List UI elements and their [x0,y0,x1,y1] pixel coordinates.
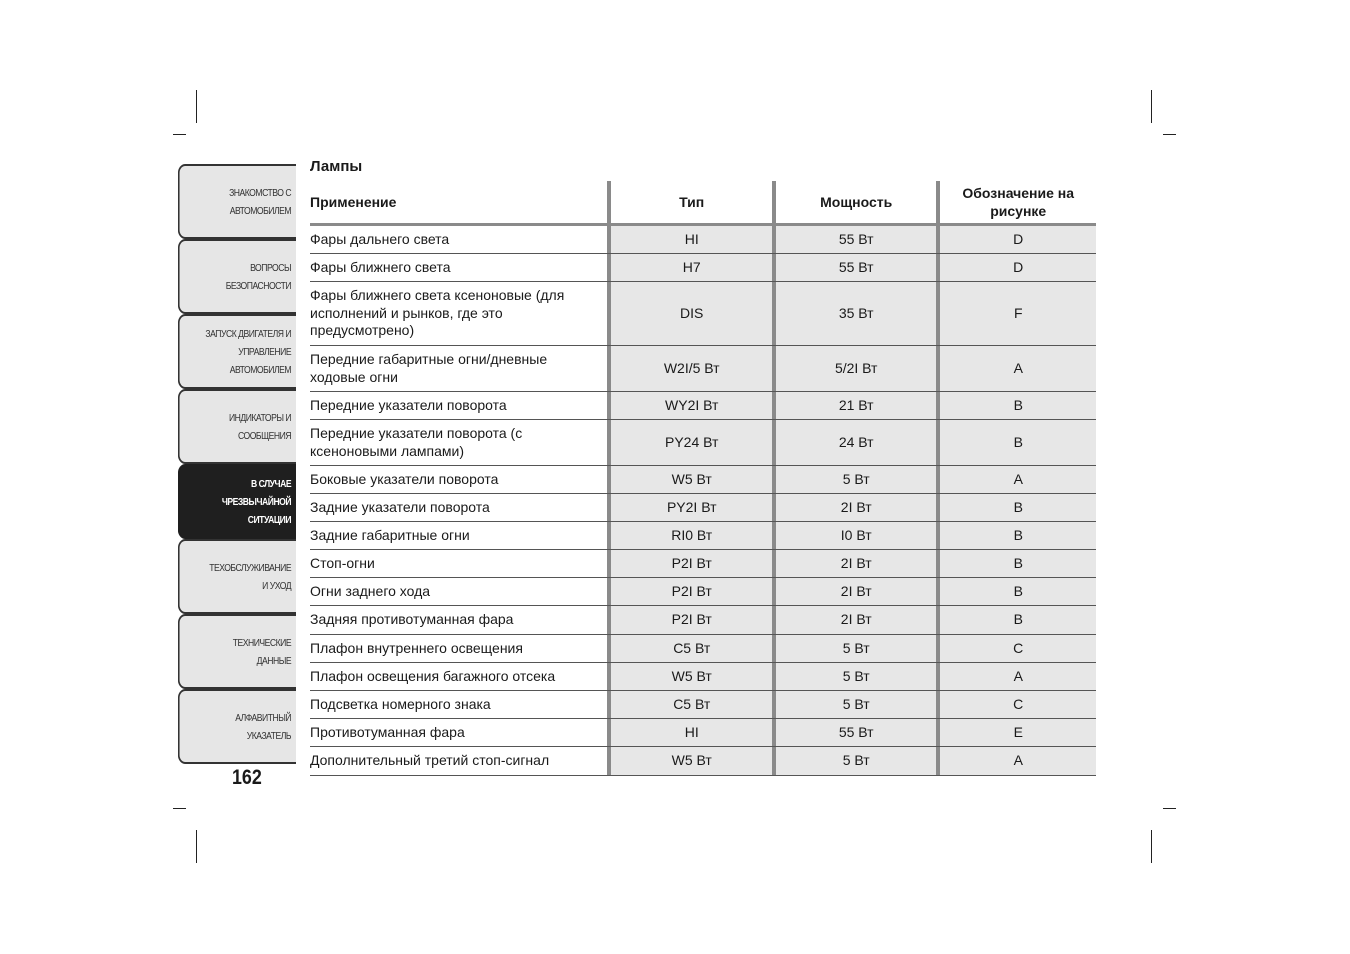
crop-mark [1151,90,1152,123]
cell-type: W5 Вт [611,747,771,775]
cell-application: Стоп-огни [310,554,375,571]
cell-type: HI [611,719,771,746]
cell-application: Задние указатели поворота [310,498,490,515]
chapter-tab-label: АЛФАВИТНЫЙ УКАЗАТЕЛЬ [235,711,292,742]
table-row [310,606,1096,635]
cell-designation: A [940,346,1096,391]
chapter-tab-label: ТЕХОБСЛУЖИВАНИЕ И УХОД [209,561,292,592]
chapter-tab[interactable] [178,389,296,464]
header-type: Тип [611,181,772,223]
cell-power: 2I Вт [776,550,936,577]
chapter-tab-label: ЗАПУСК ДВИГАТЕЛЯ И УПРАВЛЕНИЕ АВТОМОБИЛЕМ [205,327,292,376]
chapter-tab-label: В СЛУЧАЕ ЧРЕЗВЫЧАЙНОЙ СИТУАЦИИ [221,477,292,526]
chapter-tab[interactable] [178,314,296,389]
cell-application: Плафон внутреннего освещения [310,639,523,656]
cell-designation: B [940,494,1096,521]
chapter-tabs [178,164,296,764]
cell-power: 24 Вт [776,420,936,465]
table-row [310,346,1096,392]
chapter-tab[interactable] [178,614,296,689]
header-designation: Обозначение на рисунке [940,181,1096,223]
cell-designation: B [940,392,1096,419]
cell-type: P2I Вт [611,550,771,577]
crop-mark [1163,808,1176,809]
cell-power: 55 Вт [776,719,936,746]
cell-application: Огни заднего хода [310,582,431,599]
table-row [310,747,1096,776]
crop-mark [1151,830,1152,863]
table-row [310,226,1096,254]
cell-power: 5 Вт [776,635,936,662]
table-row [310,282,1096,346]
crop-mark [173,134,186,135]
cell-type: C5 Вт [611,635,771,662]
table-row [310,522,1096,550]
cell-application: Передние габаритные огни/дневные ходовые огни [310,351,548,385]
cell-type: H7 [611,254,771,281]
chapter-tab[interactable] [178,464,296,539]
cell-application: Дополнительный третий стоп-сигнал [310,752,550,769]
cell-designation: B [940,606,1096,634]
crop-mark [196,830,197,863]
cell-power: 5 Вт [776,691,936,718]
cell-designation: D [940,226,1096,253]
table-row [310,691,1096,719]
cell-type: WY2I Вт [611,392,771,419]
cell-designation: E [940,719,1096,746]
table-header [310,181,1096,226]
chapter-tab[interactable] [178,539,296,614]
table-row [310,392,1096,420]
page-number: 162 [232,766,262,789]
cell-designation: A [940,747,1096,775]
cell-application: Передние указатели поворота [310,396,507,413]
cell-application: Фары дальнего света [310,230,450,247]
cell-designation: C [940,635,1096,662]
cell-designation: B [940,550,1096,577]
cell-power: 2I Вт [776,494,936,521]
chapter-tab-label: ВОПРОСЫ БЕЗОПАСНОСТИ [225,261,292,292]
cell-application: Задние габаритные огни [310,526,470,543]
cell-designation: B [940,522,1096,549]
chapter-tab[interactable] [178,239,296,314]
cell-application: Передние указатели поворота (с ксеноновыми лампами) [310,425,523,459]
header-application: Применение [310,194,397,210]
table-row [310,494,1096,522]
table-row [310,663,1096,691]
table-row [310,719,1096,747]
chapter-tab-label: ТЕХНИЧЕСКИЕ ДАННЫЕ [232,636,292,667]
cell-power: 55 Вт [776,254,936,281]
cell-type: PY24 Вт [611,420,771,465]
cell-power: 55 Вт [776,226,936,253]
cell-power: 35 Вт [776,282,936,345]
crop-mark [196,90,197,123]
cell-application: Противотуманная фара [310,723,465,740]
table-body [310,226,1096,776]
cell-type: W2I/5 Вт [611,346,771,391]
cell-power: 5 Вт [776,663,936,690]
cell-type: PY2I Вт [611,494,771,521]
crop-mark [1163,134,1176,135]
table-row [310,466,1096,494]
cell-application: Плафон освещения багажного отсека [310,667,556,684]
cell-power: I0 Вт [776,522,936,549]
cell-type: P2I Вт [611,578,771,605]
cell-power: 2I Вт [776,606,936,634]
chapter-tab-label: ЗНАКОМСТВО С АВТОМОБИЛЕМ [229,186,292,217]
header-power: Мощность [776,181,937,223]
cell-designation: A [940,466,1096,493]
chapter-tab[interactable] [178,164,296,239]
cell-application: Подсветка номерного знака [310,695,491,712]
table-row [310,254,1096,282]
cell-application: Фары ближнего света ксеноновые (для исполнений и рынков, где это предусмотрено) [310,287,565,339]
table-row [310,550,1096,578]
cell-power: 2I Вт [776,578,936,605]
cell-designation: B [940,420,1096,465]
crop-mark [173,808,186,809]
cell-designation: A [940,663,1096,690]
chapter-tab[interactable] [178,689,296,764]
cell-type: DIS [611,282,771,345]
cell-designation: D [940,254,1096,281]
cell-application: Фары ближнего света [310,258,451,275]
cell-power: 5 Вт [776,747,936,775]
cell-type: HI [611,226,771,253]
table-row [310,578,1096,606]
cell-type: RI0 Вт [611,522,771,549]
section-title: Лампы [310,158,363,175]
table-row [310,635,1096,663]
cell-designation: C [940,691,1096,718]
cell-power: 5 Вт [776,466,936,493]
lamps-table [310,181,1096,776]
cell-type: C5 Вт [611,691,771,718]
chapter-tab-label: ИНДИКАТОРЫ И СООБЩЕНИЯ [228,411,292,442]
cell-type: W5 Вт [611,663,771,690]
cell-designation: F [940,282,1096,345]
cell-type: P2I Вт [611,606,771,634]
cell-type: W5 Вт [611,466,771,493]
cell-power: 5/2I Вт [776,346,936,391]
table-row [310,420,1096,466]
cell-designation: B [940,578,1096,605]
cell-application: Задняя противотуманная фара [310,611,514,628]
cell-application: Боковые указатели поворота [310,470,499,487]
cell-power: 21 Вт [776,392,936,419]
